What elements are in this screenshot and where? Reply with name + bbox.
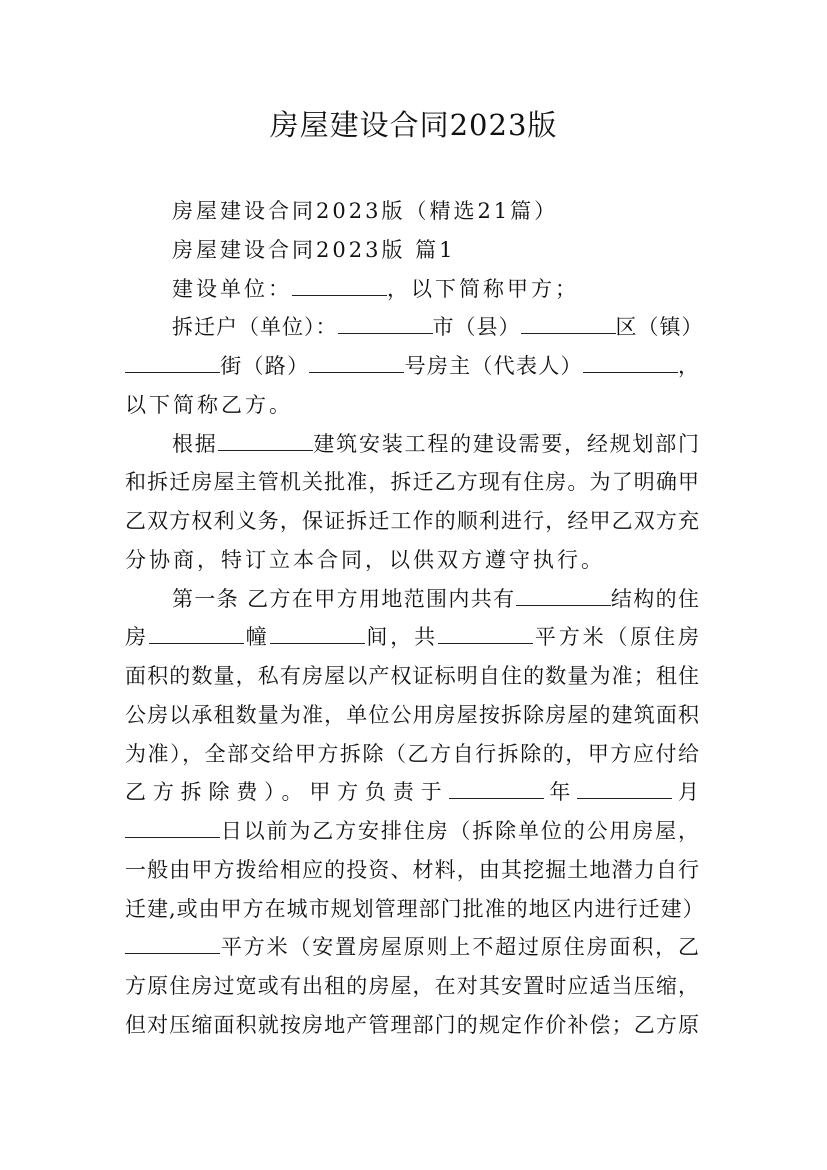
fill-in-blank xyxy=(309,352,404,373)
line-text: 房 xyxy=(125,625,149,650)
line-text: 面积的数量，私有房屋以产权证标明自住的数量为准；租住 xyxy=(125,664,700,688)
document-line xyxy=(172,274,700,304)
fill-in-blank xyxy=(338,313,433,334)
document-line xyxy=(172,312,704,342)
line-text: 结构的住 xyxy=(610,586,700,611)
document-line xyxy=(125,971,700,1001)
line-text: 号房主（代表人） xyxy=(404,354,583,378)
line-text: ，以下简称甲方； xyxy=(387,276,579,301)
document-line xyxy=(125,506,700,536)
document-line xyxy=(125,739,700,769)
line-text: 月 xyxy=(672,780,701,805)
document-line xyxy=(172,196,700,226)
line-text: 乙双方权利义务，保证拆迁工作的顺利进行，经甲乙双方充 xyxy=(125,509,700,533)
fill-in-blank xyxy=(516,585,611,606)
document-line xyxy=(172,429,700,459)
document-line xyxy=(125,777,700,807)
document-line xyxy=(125,894,705,924)
line-text: 方原住房过宽或有出租的房屋，在对其安置时应适当压缩， xyxy=(125,974,700,998)
line-text: 和拆迁房屋主管机关批准，拆迁乙方现有住房。为了明确甲 xyxy=(125,470,700,495)
document-line xyxy=(125,816,700,846)
line-text: 为准），全部交给甲方拆除（乙方自行拆除的，甲方应付给 xyxy=(125,741,700,766)
document-line xyxy=(125,661,700,691)
fill-in-blank xyxy=(218,430,313,451)
line-text: 建设单位： xyxy=(172,276,292,301)
document-line xyxy=(172,584,700,614)
document-line xyxy=(125,700,700,730)
line-text: 以下简称乙方。 xyxy=(125,392,293,417)
line-text: 间，共 xyxy=(364,625,439,650)
line-text: 迁建,或由甲方在城市规划管理部门批准的地区内进行迁建） xyxy=(125,896,705,921)
document-line xyxy=(125,622,700,652)
line-text: 拆迁户（单位）： xyxy=(172,315,338,340)
document-title: 房屋建设合同2023版 xyxy=(269,108,558,142)
line-text: 公房以承租数量为准，单位公用房屋按拆除房屋的建筑面积 xyxy=(125,702,700,727)
line-text: 市（县） xyxy=(432,315,521,340)
document-line xyxy=(125,351,700,381)
line-text: 房屋建设合同2023版（精选21篇） xyxy=(172,199,559,223)
line-text: 建筑安装工程的建设需要，经规划部门 xyxy=(312,431,701,456)
fill-in-blank xyxy=(583,352,678,373)
fill-in-blank xyxy=(125,817,220,838)
document-line xyxy=(125,932,700,962)
fill-in-blank xyxy=(292,275,387,296)
fill-in-blank xyxy=(125,352,220,373)
line-text: 分协商，特订立本合同，以供双方遵守执行。 xyxy=(125,547,605,572)
line-text: 根据 xyxy=(172,431,218,456)
line-text: 幢 xyxy=(243,625,270,650)
document-line xyxy=(125,390,700,420)
line-text: 年 xyxy=(543,780,578,805)
document-line xyxy=(125,467,700,497)
document-line xyxy=(125,545,700,575)
fill-in-blank xyxy=(449,778,544,799)
line-text: 但对压缩面积就按房地产管理部门的规定作价补偿；乙方原 xyxy=(125,1012,700,1037)
line-text: 第一条 乙方在甲方用地范围内共有 xyxy=(172,586,516,611)
fill-in-blank xyxy=(577,778,672,799)
line-text: 平方米（原住房 xyxy=(533,625,701,650)
line-text: 区（镇） xyxy=(615,315,704,340)
line-text: 乙方拆除费）。甲方负责于 xyxy=(125,780,449,805)
line-text: 日以前为乙方安排住房（拆除单位的公用房屋， xyxy=(220,819,700,843)
document-line xyxy=(125,1010,700,1040)
fill-in-blank xyxy=(125,933,220,954)
document-line xyxy=(172,235,700,265)
fill-in-blank xyxy=(521,313,616,334)
document-line xyxy=(125,855,700,885)
line-text: 一般由甲方拨给相应的投资、材料，由其挖掘土地潜力自行 xyxy=(125,857,700,882)
line-text: 平方米（安置房屋原则上不超过原住房面积，乙 xyxy=(220,935,700,960)
fill-in-blank xyxy=(438,623,533,644)
line-text: 街（路） xyxy=(220,354,310,378)
fill-in-blank xyxy=(270,623,365,644)
line-text: ， xyxy=(677,354,701,378)
line-text: 房屋建设合同2023版 篇1 xyxy=(172,237,456,262)
fill-in-blank xyxy=(149,623,244,644)
